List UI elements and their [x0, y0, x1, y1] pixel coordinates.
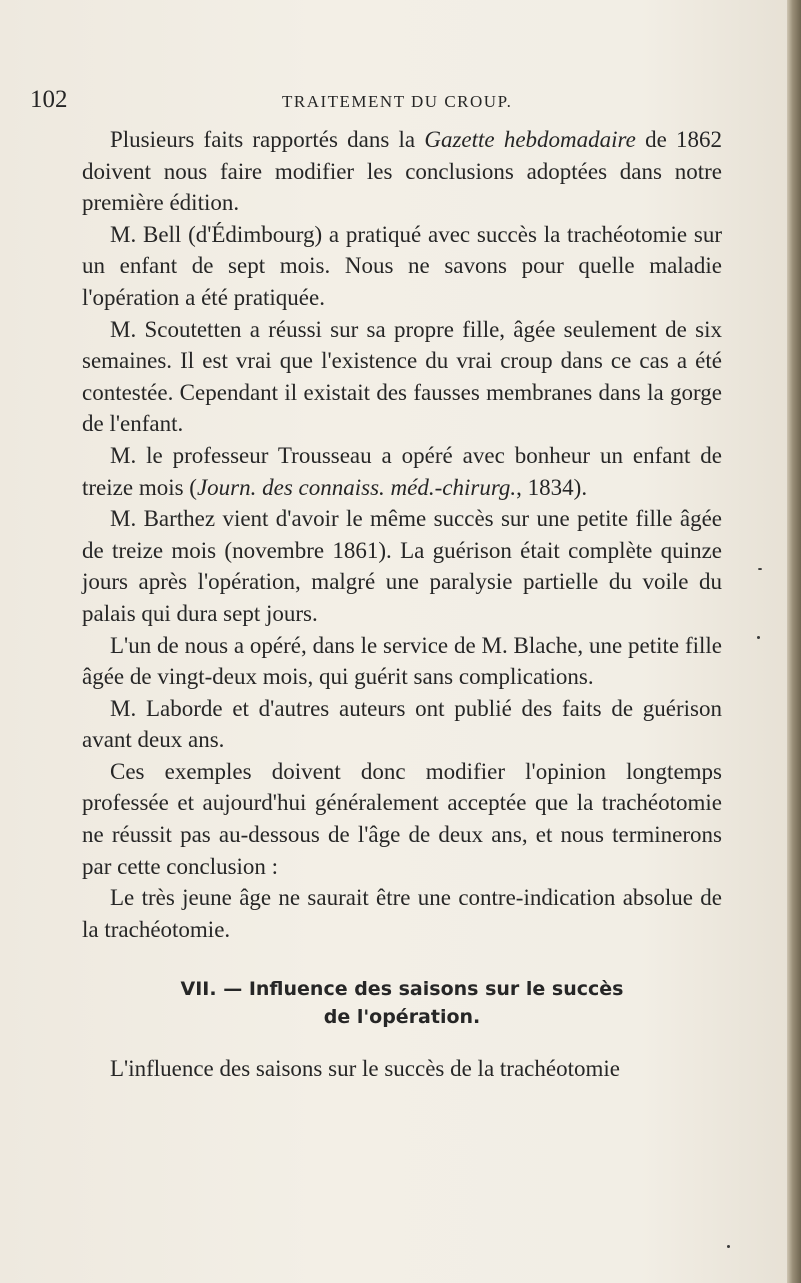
paragraph-3: M. Scoutetten a réussi sur sa propre fille, âgée seulement de six semaines. Il est vrai que l'existence du vrai croup dans ce cas a été contestée. Cependant il existait des fausses membranes dans la gorge de l'enfant. [82, 316, 722, 437]
paragraph-4-text-before: M. le professeur Trousseau a opéré avec bonheur un enfant de treize mois ( [82, 442, 722, 500]
section-heading-line-2: de l'opération. [323, 1006, 481, 1029]
section-heading-line-1: VII. — Influence des saisons sur le succès [180, 978, 624, 1001]
speck [758, 568, 762, 570]
paragraph-8: Ces exemples doivent donc modifier l'opinion longtemps professée et aujourd'hui généralement acceptée que la trachéotomie ne réussit pas au-dessous de l'âge de deux ans, et nous terminerons par cette conclusion : [82, 758, 722, 879]
page-number: 102 [30, 86, 68, 113]
section-heading [82, 975, 722, 1031]
paragraph-1-text-before: Plusieurs faits rapportés dans la [110, 127, 425, 152]
paragraph-5: M. Barthez vient d'avoir le même succès sur une petite fille âgée de treize mois (novembre 1861). La guérison était complète quinze jours après l'opération, malgré une paralysie partielle du voile du palais qui dura sept jours. [82, 506, 722, 626]
page-edge-shadow [787, 0, 801, 1283]
paragraph-4 [82, 440, 722, 503]
paragraph-1 [82, 124, 722, 219]
running-head [30, 86, 720, 116]
journal-title-connaissances: Journ. des connaiss. méd.-chirurg. [196, 474, 517, 500]
paragraph-7: M. Laborde et d'autres auteurs ont publié des faits de guérison avant deux ans. [82, 695, 722, 753]
paragraph-4-text-after: , 1834). [516, 474, 588, 500]
paragraph-9: Le très jeune âge ne saurait être une contre-indication absolue de la trachéotomie. [82, 885, 722, 942]
journal-title-gazette: Gazette hebdomadaire [424, 127, 636, 152]
paragraph-2: M. Bell (d'Édimbourg) a pratiqué avec succès la trachéotomie sur un enfant de sept mois. Nous ne savons pour quelle maladie l'opération a été pratiquée. [82, 221, 722, 310]
paragraph-1-text-after: de 1862 doivent nous faire modifier les conclusions adoptées dans notre première édition. [82, 127, 722, 216]
body-text [82, 124, 722, 1085]
speck [757, 636, 760, 639]
running-title: TRAITEMENT DU CROUP. [282, 92, 513, 111]
speck [727, 1245, 730, 1248]
paragraph-10: L'influence des saisons sur le succès de la trachéotomie [110, 1056, 620, 1082]
paragraph-6: L'un de nous a opéré, dans le service de M. Blache, une petite fille âgée de vingt-deux mois, qui guérit sans complications. [82, 632, 722, 690]
